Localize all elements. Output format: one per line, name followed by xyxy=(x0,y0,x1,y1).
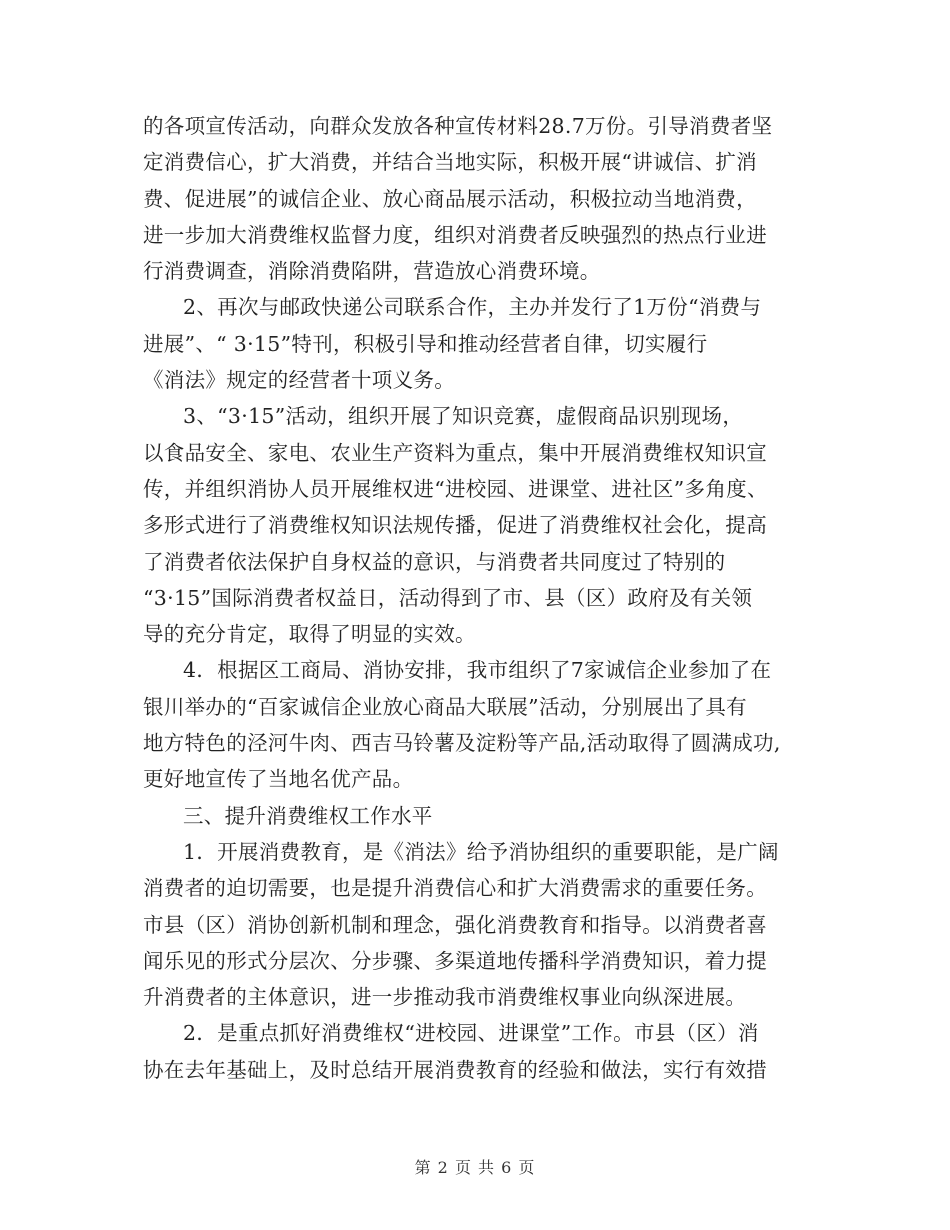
text-line: 的各项宣传活动，向群众发放各种宣传材料28.7万份。引导消费者坚 xyxy=(143,114,773,138)
text-line: 传，并组织消协人员开展维权进“进校园、进课堂、进社区”多角度、 xyxy=(143,476,768,501)
text-line: 闻乐见的形式分层次、分步骤、多渠道地传播科学消费知识，着力提 xyxy=(143,948,767,973)
text-line: 行消费调查，消除消费陷阱，营造放心消费环境。 xyxy=(143,259,601,284)
section-heading-text: 三、提升消费维权工作水平 xyxy=(183,803,433,828)
text-line: 进展”、“ 3·15”特刊，积极引导和推动经营者自律，切实履行 xyxy=(143,331,708,356)
paragraph-section3-item-1 xyxy=(143,834,815,1015)
paragraph-continuation xyxy=(143,108,815,289)
text-line: 进一步加大消费维权监督力度，组织对消费者反映强烈的热点行业进 xyxy=(143,222,767,247)
text-line: 《消法》规定的经营者十项义务。 xyxy=(143,368,455,393)
paragraph-section3-item-2 xyxy=(143,1015,815,1088)
text-line: 了消费者依法保护自身权益的意识，与消费者共同度过了特别的 xyxy=(143,549,726,574)
text-line: 更好地宣传了当地名优产品。 xyxy=(143,767,414,792)
text-line: 市县（区）消协创新机制和理念，强化消费教育和指导。以消费者喜 xyxy=(143,912,767,937)
paragraph-item-4 xyxy=(143,652,815,797)
text-line: 消费者的迫切需要，也是提升消费信心和扩大消费需求的重要任务。 xyxy=(143,876,767,901)
text-line: 2．是重点抓好消费维权“进校园、进课堂”工作。市县（区）消 xyxy=(183,1021,759,1046)
document-body xyxy=(143,108,815,1088)
text-line: 协在去年基础上，及时总结开展消费教育的经验和做法，实行有效措 xyxy=(143,1057,767,1082)
text-line: 以食品安全、家电、农业生产资料为重点，集中开展消费维权知识宣 xyxy=(143,440,767,465)
paragraph-item-3 xyxy=(143,398,815,652)
text-line: 地方特色的泾河牛肉、西吉马铃薯及淀粉等产品,活动取得了圆满成功, xyxy=(143,731,781,756)
text-line: 多形式进行了消费维权知识法规传播，促进了消费维权社会化，提高 xyxy=(143,513,767,538)
text-line: 4．根据区工商局、消协安排，我市组织了7家诚信企业参加了在 xyxy=(183,658,772,683)
section-heading xyxy=(143,798,815,834)
text-line: 银川举办的“百家诚信企业放心商品大联展”活动，分别展出了具有 xyxy=(143,694,747,719)
text-line: 1．开展消费教育，是《消法》给予消协组织的重要职能，是广阔 xyxy=(183,839,779,864)
text-line: 定消费信心，扩大消费，并结合当地实际，积极开展“讲诚信、扩消 xyxy=(143,150,757,175)
paragraph-item-2 xyxy=(143,289,815,398)
text-line: 导的充分肯定，取得了明显的实效。 xyxy=(143,622,476,647)
text-line: 费、促进展”的诚信企业、放心商品展示活动，积极拉动当地消费， xyxy=(143,186,757,211)
text-line: 3、“3·15”活动，组织开展了知识竞赛，虚假商品识别现场， xyxy=(183,404,744,429)
text-line: 升消费者的主体意识，进一步推动我市消费维权事业向纵深进展。 xyxy=(143,985,747,1010)
text-line: “3·15”国际消费者权益日，活动得到了市、县（区）政府及有关领 xyxy=(143,585,753,610)
text-line: 2、再次与邮政快递公司联系合作，主办并发行了1万份“消费与 xyxy=(183,295,762,320)
page-number-footer: 第 2 页 共 6 页 xyxy=(414,1158,536,1177)
